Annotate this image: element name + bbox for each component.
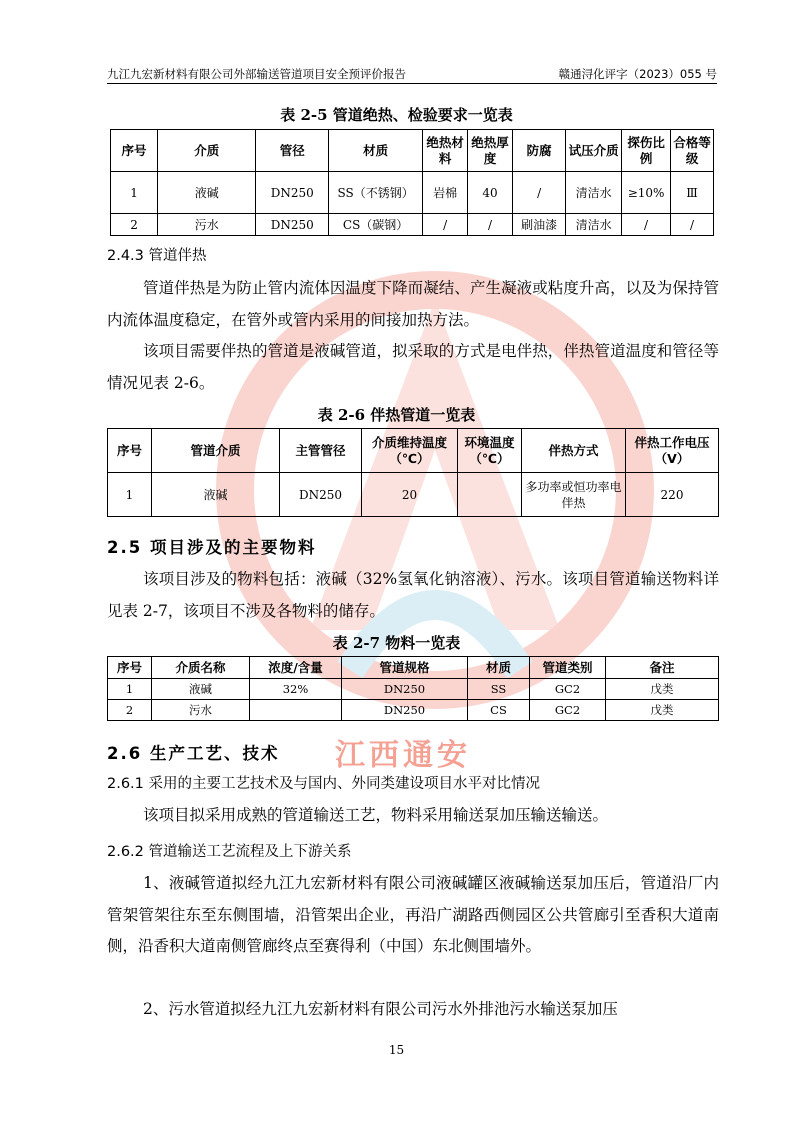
paragraph-heat-tracing-project: 该项目需要伴热的管道是液碱管道，拟采取的方式是电伴热，伴热管道温度和管径等情况见表 2-6。 <box>107 342 719 392</box>
table-cell: / <box>468 214 513 236</box>
header-cell: 管道介质 <box>152 429 280 473</box>
table-cell: 1 <box>108 679 152 700</box>
paragraph-process-technology: 该项目拟采用成熟的管道输送工艺，物料采用输送泵加压输送输送。 <box>143 806 609 824</box>
table-2-6 <box>107 428 719 517</box>
table-cell: DN250 <box>256 172 329 214</box>
header-cell: 环境温度（℃） <box>458 429 522 473</box>
table-cell: DN250 <box>342 679 468 700</box>
table-cell: / <box>423 214 468 236</box>
header-cell: 介质维持温度（℃） <box>362 429 458 473</box>
table-cell: 40 <box>468 172 513 214</box>
table-cell: 戊类 <box>606 679 719 700</box>
header-cell: 序号 <box>111 130 158 172</box>
table-cell: Ⅲ <box>671 172 714 214</box>
section-2-4-3-title: 2.4.3 管道伴热 <box>107 248 207 264</box>
table-cell: 液碱 <box>152 679 250 700</box>
header-cell: 探伤比例 <box>621 130 670 172</box>
header-cell: 伴热方式 <box>522 429 626 473</box>
header-cell: 合格等级 <box>671 130 714 172</box>
table-row <box>108 700 719 721</box>
section-2-6-title: 2.6 生产工艺、技术 <box>107 744 280 763</box>
table-cell: DN250 <box>280 473 362 517</box>
table-cell: 1 <box>111 172 158 214</box>
table-header-row <box>108 657 719 679</box>
table-cell: 刷油漆 <box>512 214 565 236</box>
table-cell: 32% <box>250 679 342 700</box>
table-cell: 1 <box>108 473 152 517</box>
header-cell: 介质名称 <box>152 657 250 679</box>
table-cell: 多功率或恒功率电伴热 <box>522 473 626 517</box>
table-cell: 清洁水 <box>566 214 622 236</box>
header-divider <box>107 83 717 84</box>
header-cell: 浓度/含量 <box>250 657 342 679</box>
table-cell: 2 <box>111 214 158 236</box>
header-cell: 材质 <box>468 657 530 679</box>
table-cell: SS（不锈钢） <box>329 172 423 214</box>
watermark-text: 江西通安 <box>335 738 471 773</box>
table-2-5-caption: 表 2-5 管道绝热、检验要求一览表 <box>280 106 513 124</box>
table-row <box>108 473 719 517</box>
table-cell: / <box>671 214 714 236</box>
table-cell: / <box>512 172 565 214</box>
table-row <box>111 214 714 236</box>
table-cell: 2 <box>108 700 152 721</box>
header-cell: 管道规格 <box>342 657 468 679</box>
header-cell: 序号 <box>108 429 152 473</box>
table-cell: CS <box>468 700 530 721</box>
table-header-row <box>108 429 719 473</box>
header-cell: 介质 <box>158 130 256 172</box>
table-cell <box>458 473 522 517</box>
header-cell: 绝热厚度 <box>468 130 513 172</box>
table-header-row <box>111 130 714 172</box>
table-cell: DN250 <box>342 700 468 721</box>
table-row <box>108 679 719 700</box>
header-cell: 材质 <box>329 130 423 172</box>
table-cell: ≥10% <box>621 172 670 214</box>
header-cell: 管道类别 <box>530 657 606 679</box>
table-cell: 20 <box>362 473 458 517</box>
header-cell: 管径 <box>256 130 329 172</box>
paragraph-lye-pipeline-route: 1、液碱管道拟经九江九宏新材料有限公司液碱罐区液碱输送泵加压后，管道沿厂内管架管架往东至东侧围墙，沿管架出企业，再沿广湖路西侧园区公共管廊引至香积大道南侧，沿香积大道南侧管廊终点至赛得利（中国）东北侧围墙外。 <box>107 874 719 955</box>
table-cell: SS <box>468 679 530 700</box>
section-2-5-title: 2.5 项目涉及的主要物料 <box>107 538 317 557</box>
header-cell: 防腐 <box>512 130 565 172</box>
table-cell: 戊类 <box>606 700 719 721</box>
table-cell: 岩棉 <box>423 172 468 214</box>
section-2-6-1-title: 2.6.1 采用的主要工艺技术及与国内、外同类建设项目水平对比情况 <box>107 776 541 792</box>
table-2-5 <box>110 129 714 236</box>
table-row <box>111 172 714 214</box>
table-cell: 清洁水 <box>566 172 622 214</box>
table-cell: 污水 <box>152 700 250 721</box>
table-2-6-caption: 表 2-6 伴热管道一览表 <box>317 406 476 424</box>
table-cell: GC2 <box>530 700 606 721</box>
header-cell: 伴热工作电压（V） <box>626 429 719 473</box>
header-cell: 绝热材料 <box>423 130 468 172</box>
table-2-7 <box>107 656 719 721</box>
paragraph-materials: 该项目涉及的物料包括：液碱（32%氢氧化钠溶液）、污水。该项目管道输送物料详见表 2-7，该项目不涉及各物料的储存。 <box>107 570 719 620</box>
header-cell: 主管管径 <box>280 429 362 473</box>
page-number: 15 <box>388 1043 405 1057</box>
header-cell: 试压介质 <box>566 130 622 172</box>
paragraph-heat-tracing-definition: 管道伴热是为防止管内流体因温度下降而凝结、产生凝液或粘度升高，以及为保持管内流体温度稳定，在管外或管内采用的间接加热方法。 <box>107 279 719 329</box>
header-report-number: 赣通浔化评字（2023）055 号 <box>558 67 717 81</box>
table-cell: 液碱 <box>158 172 256 214</box>
header-cell: 序号 <box>108 657 152 679</box>
page-header <box>107 66 717 82</box>
paragraph-sewage-pipeline-route: 2、污水管道拟经九江九宏新材料有限公司污水外排池污水输送泵加压 <box>143 1000 618 1018</box>
table-cell: CS（碳钢） <box>329 214 423 236</box>
table-cell: 液碱 <box>152 473 280 517</box>
table-cell: GC2 <box>530 679 606 700</box>
section-2-6-2-title: 2.6.2 管道输送工艺流程及上下游关系 <box>107 844 352 860</box>
header-report-title: 九江九宏新材料有限公司外部输送管道项目安全预评价报告 <box>107 67 406 81</box>
header-cell: 备注 <box>606 657 719 679</box>
table-cell: 220 <box>626 473 719 517</box>
table-cell: 污水 <box>158 214 256 236</box>
table-cell: DN250 <box>256 214 329 236</box>
table-cell <box>250 700 342 721</box>
table-2-7-caption: 表 2-7 物料一览表 <box>332 634 461 652</box>
table-cell: / <box>621 214 670 236</box>
